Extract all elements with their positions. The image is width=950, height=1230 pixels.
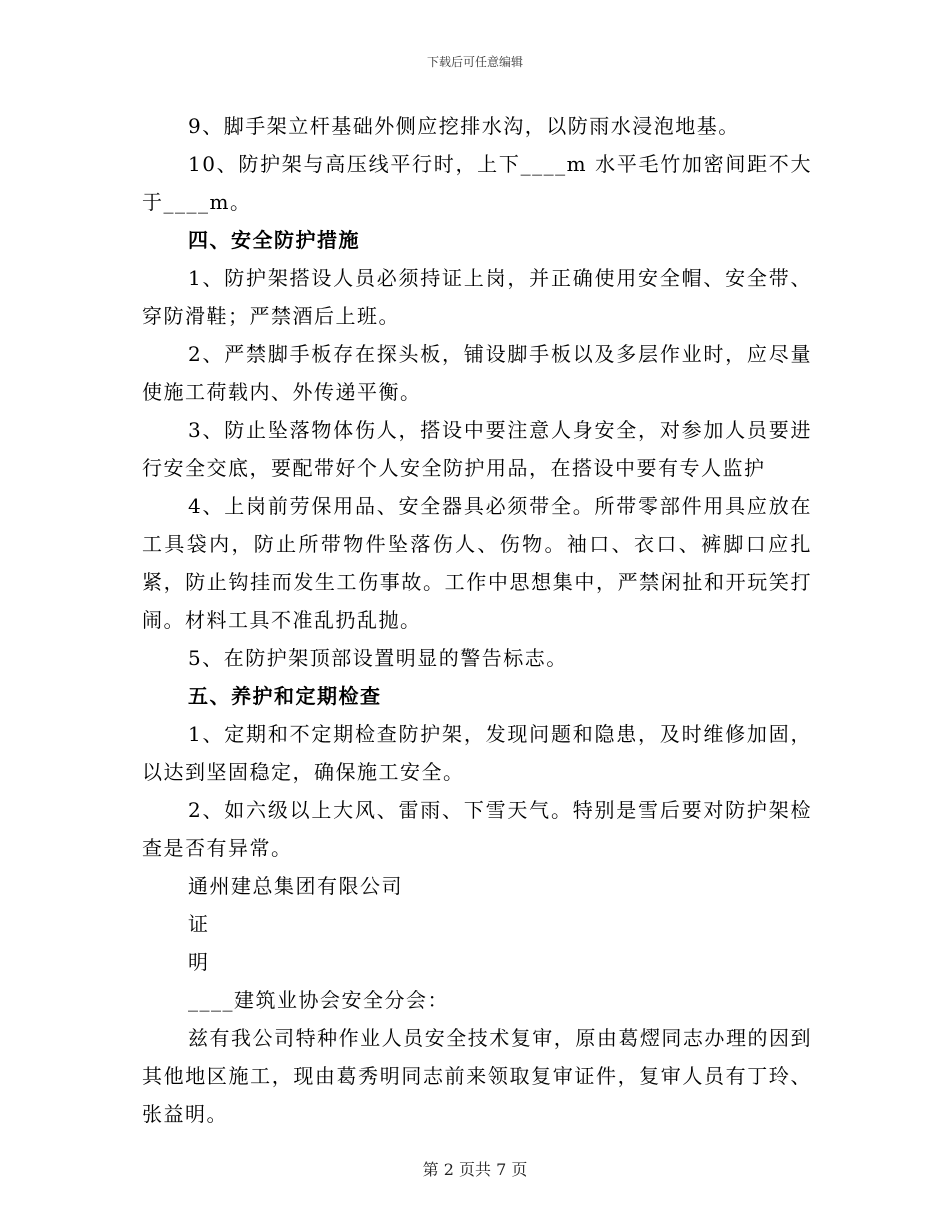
page-header: 下载后可任意编辑 [426, 55, 523, 69]
safety-item-5: 5、在防护架顶部设置明显的警告标志。 [188, 646, 568, 670]
section-heading-maintenance: 五、养护和定期检查 [188, 684, 382, 708]
page-footer: 第 2 页共 7 页 [422, 1160, 528, 1179]
company-name: 通州建总集团有限公司 [188, 874, 403, 898]
safety-item-1: 1、防护架搭设人员必须持证上岗，并正确使用安全帽、安全带、穿防滑鞋；严禁酒后上班。 [142, 266, 812, 328]
certificate-addressee: ____建筑业协会安全分会： [188, 988, 449, 1012]
safety-item-4: 4、上岗前劳保用品、安全器具必须带全。所带零部件用具应放在工具袋内，防止所带物件坠落伤人、伤物。袖口、衣口、裤脚口应扎紧，防止钩挂而发生工伤事故。工作中思想集中，严禁闲扯和开玩笑打闹。材料工具不准乱扔乱抛。 [142, 494, 812, 632]
paragraph-item-9: 9、脚手架立杆基础外侧应挖排水沟，以防雨水浸泡地基。 [188, 114, 740, 138]
maintenance-item-2: 2、如六级以上大风、雷雨、下雪天气。特别是雪后要对防护架检查是否有异常。 [142, 798, 812, 860]
safety-item-3: 3、防止坠落物体伤人，搭设中要注意人身安全，对参加人员要进行安全交底，要配带好个人安全防护用品，在搭设中要有专人监护 [142, 418, 812, 480]
document-body [142, 107, 812, 1133]
paragraph-item-10: 10、防护架与高压线平行时，上下____m 水平毛竹加密间距不大于____m。 [142, 152, 812, 214]
certificate-title-line-1: 证 [188, 912, 210, 936]
certificate-title-line-2: 明 [188, 950, 210, 974]
section-heading-safety-measures: 四、安全防护措施 [188, 228, 360, 252]
certificate-body: 兹有我公司特种作业人员安全技术复审，原由葛熤同志办理的因到其他地区施工，现由葛秀明同志前来领取复审证件，复审人员有丁玲、张益明。 [142, 1026, 812, 1126]
safety-item-2: 2、严禁脚手板存在探头板，铺设脚手板以及多层作业时，应尽量使施工荷载内、外传递平衡。 [142, 342, 812, 404]
maintenance-item-1: 1、定期和不定期检查防护架，发现问题和隐患，及时维修加固，以达到坚固稳定，确保施工安全。 [142, 722, 812, 784]
